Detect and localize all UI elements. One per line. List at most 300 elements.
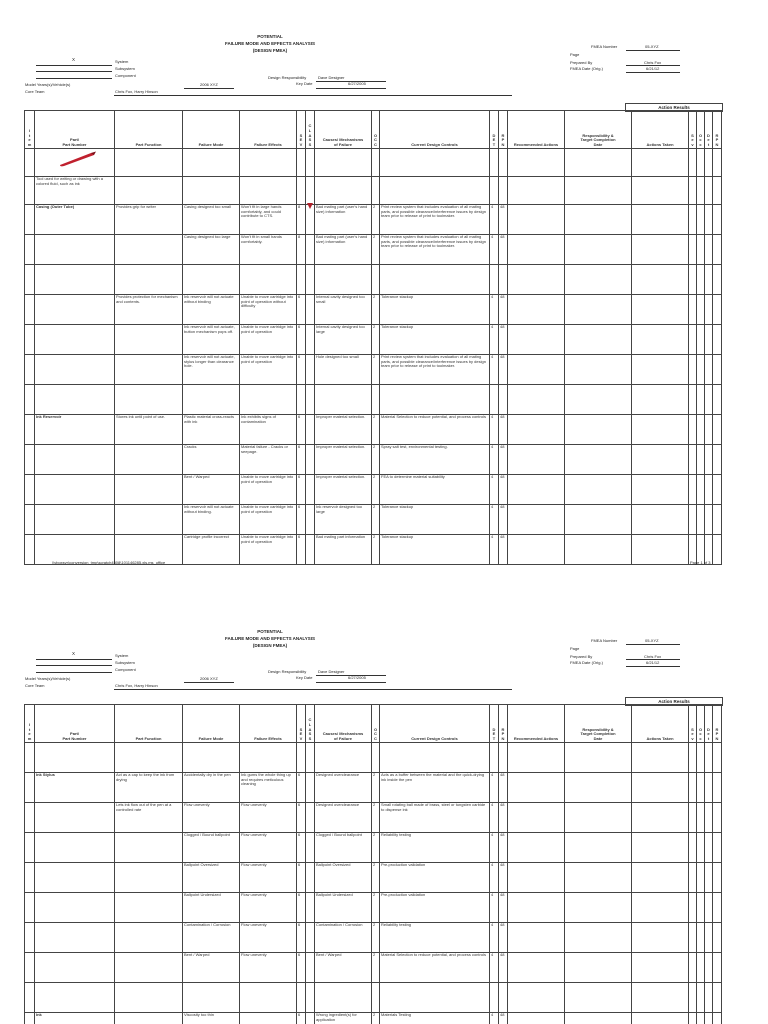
severity-cell <box>297 265 306 295</box>
controls-cell: Pre-production validation <box>380 893 490 923</box>
table-row <box>25 803 722 833</box>
actions-taken-cell <box>632 149 689 177</box>
result-sev-cell <box>689 149 697 177</box>
controls-cell: Reliability testing <box>380 833 490 863</box>
core-team-value-2: Chris Fox, Harry Hinson <box>115 683 158 688</box>
responsibility-cell <box>565 475 632 505</box>
recommended-cell <box>508 983 565 1013</box>
table-header-row <box>25 111 722 149</box>
responsibility-cell <box>565 325 632 355</box>
severity-cell: 6 <box>297 803 306 833</box>
col-occ: O C C <box>372 111 380 149</box>
table-row <box>25 235 722 265</box>
col-sev-2: S E V <box>297 705 306 743</box>
table-row <box>25 325 722 355</box>
x-mark-2: X <box>72 651 76 656</box>
controls-cell: Materials Testing <box>380 1013 490 1024</box>
item-cell <box>25 773 35 803</box>
table-row <box>25 265 722 295</box>
function-cell <box>115 177 183 205</box>
table-row <box>25 773 722 803</box>
failure-mode-cell: Contamination / Corrosion <box>183 923 240 953</box>
cause-cell: Bad mating part (user's hand size) information <box>315 235 372 265</box>
failure-mode-cell <box>183 983 240 1013</box>
cause-cell <box>315 265 372 295</box>
failure-mode-cell <box>183 177 240 205</box>
col-effects-2: Failure Effects <box>240 705 297 743</box>
detection-cell: 4 <box>490 773 499 803</box>
rpn-cell: 48 <box>499 295 508 325</box>
rpn-cell <box>499 743 508 773</box>
item-cell <box>25 803 35 833</box>
part-cell <box>35 325 115 355</box>
occurrence-cell: 2 <box>372 1013 380 1024</box>
col-part: Part/ Part Number <box>35 111 115 149</box>
rpn-cell <box>499 385 508 415</box>
col-rpn-2: R P N <box>499 705 508 743</box>
component-label: Component <box>115 73 136 78</box>
actions-taken-cell <box>632 415 689 445</box>
fmea-date-value: 6/21/12 <box>646 66 660 71</box>
item-cell <box>25 505 35 535</box>
result-sev-cell <box>689 415 697 445</box>
responsibility-cell <box>565 415 632 445</box>
model-years-value: 2006 XYZ <box>200 82 218 87</box>
failure-effects-cell: Flow unevenly <box>240 923 297 953</box>
col-item: I t e m <box>25 111 35 149</box>
severity-cell: 6 <box>297 325 306 355</box>
occurrence-cell: 2 <box>372 415 380 445</box>
severity-cell: 6 <box>297 923 306 953</box>
occurrence-cell <box>372 265 380 295</box>
failure-mode-cell: Ink reservoir will not actuate without binding <box>183 295 240 325</box>
item-cell <box>25 205 35 235</box>
detection-cell <box>490 177 499 205</box>
result-occ-cell <box>697 295 705 325</box>
cause-cell: Designed overclearance <box>315 773 372 803</box>
key-date-label-2: Key Date <box>296 675 313 680</box>
occurrence-cell: 2 <box>372 833 380 863</box>
controls-cell: Tolerance stackup <box>380 535 490 565</box>
result-rpn-cell <box>713 535 722 565</box>
failure-effects-cell: Ink gums the whole thing up and requires meticulous cleaning <box>240 773 297 803</box>
result-occ-cell <box>697 149 705 177</box>
recommended-cell <box>508 833 565 863</box>
rpn-cell: 48 <box>499 445 508 475</box>
part-cell <box>35 923 115 953</box>
recommended-cell <box>508 743 565 773</box>
result-occ-cell <box>697 355 705 385</box>
failure-effects-cell: Unable to move cartridge into point of operation <box>240 325 297 355</box>
failure-mode-cell: Viscosity too thin <box>183 1013 240 1024</box>
result-rpn-cell <box>713 445 722 475</box>
subsystem-label: Subsystem <box>115 66 135 71</box>
recommended-cell <box>508 445 565 475</box>
failure-effects-cell: Won't fit in small hands comfortably. <box>240 235 297 265</box>
rpn-cell <box>499 177 508 205</box>
occurrence-cell: 2 <box>372 773 380 803</box>
result-rpn-cell <box>713 205 722 235</box>
core-team-label-2: Core Team <box>25 683 45 688</box>
result-det-cell <box>705 235 713 265</box>
controls-cell: Acts as a buffer between the material and the quick-drying ink inside the pen <box>380 773 490 803</box>
part-cell <box>35 505 115 535</box>
failure-effects-cell: Material failure - Cracks or seepage. <box>240 445 297 475</box>
class-cell <box>306 205 315 235</box>
col-function-2: Part Function <box>115 705 183 743</box>
prepared-by-label-2: Prepared By <box>570 654 593 659</box>
table-row <box>25 475 722 505</box>
rpn-cell: 48 <box>499 1013 508 1024</box>
result-occ-cell <box>697 953 705 983</box>
controls-cell: Print review system that includes evaluation of all mating parts, and possible clearance/interference issues by design team prior to release of print to toolmaker. <box>380 205 490 235</box>
failure-mode-cell: Bent / Warped <box>183 953 240 983</box>
failure-mode-cell: Flow unevenly <box>183 803 240 833</box>
design-responsibility-label: Design Responsibility <box>268 75 307 80</box>
controls-cell: Spray salt test, environmental testing. <box>380 445 490 475</box>
rpn-cell <box>499 265 508 295</box>
severity-cell: 6 <box>297 1013 306 1024</box>
recommended-cell <box>508 1013 565 1024</box>
rpn-cell: 48 <box>499 415 508 445</box>
actions-taken-cell <box>632 923 689 953</box>
class-cell <box>306 295 315 325</box>
function-cell <box>115 833 183 863</box>
table-row <box>25 893 722 923</box>
part-cell <box>35 295 115 325</box>
function-cell <box>115 505 183 535</box>
cause-cell: Improper material selection. <box>315 415 372 445</box>
table-row <box>25 983 722 1013</box>
col-mode: Failure Mode <box>183 111 240 149</box>
responsibility-cell <box>565 803 632 833</box>
item-cell <box>25 743 35 773</box>
detection-cell: 4 <box>490 833 499 863</box>
part-cell: Tool used for writing or drawing with a colored fluid, such as ink <box>35 177 115 205</box>
col-result-occ: O c c <box>697 111 705 149</box>
prepared-by-value-2: Chris Fox <box>644 654 662 659</box>
result-det-cell <box>705 743 713 773</box>
blank-underline-3 <box>36 665 112 666</box>
controls-cell: FEA to determine material suitability <box>380 475 490 505</box>
prepared-by-label: Prepared By <box>570 60 593 65</box>
result-det-cell <box>705 385 713 415</box>
result-occ-cell <box>697 833 705 863</box>
severity-cell: 6 <box>297 953 306 983</box>
result-occ-cell <box>697 205 705 235</box>
result-occ-cell <box>697 743 705 773</box>
responsibility-cell <box>565 743 632 773</box>
result-sev-cell <box>689 385 697 415</box>
result-det-cell <box>705 953 713 983</box>
failure-effects-cell <box>240 265 297 295</box>
table-row <box>25 445 722 475</box>
actions-taken-cell <box>632 1013 689 1024</box>
actions-taken-cell <box>632 743 689 773</box>
result-sev-cell <box>689 265 697 295</box>
recommended-cell <box>508 177 565 205</box>
result-sev-cell <box>689 923 697 953</box>
result-occ-cell <box>697 505 705 535</box>
cause-cell: Ballpoint Oversized <box>315 863 372 893</box>
result-sev-cell <box>689 833 697 863</box>
function-cell <box>115 265 183 295</box>
result-sev-cell <box>689 177 697 205</box>
failure-mode-cell <box>183 743 240 773</box>
item-cell <box>25 833 35 863</box>
severity-cell: 6 <box>297 445 306 475</box>
col-causes-2: Causes/ Mechanisms of Failure <box>315 705 372 743</box>
core-team-underline-2 <box>114 689 512 690</box>
severity-cell: 6 <box>297 355 306 385</box>
class-cell <box>306 833 315 863</box>
result-det-cell <box>705 205 713 235</box>
table-row <box>25 295 722 325</box>
responsibility-cell <box>565 355 632 385</box>
occurrence-cell: 2 <box>372 803 380 833</box>
result-occ-cell <box>697 445 705 475</box>
cause-cell: Improper material selection. <box>315 445 372 475</box>
model-years-underline <box>184 88 234 89</box>
part-cell <box>35 265 115 295</box>
controls-cell: Tolerance stackup <box>380 325 490 355</box>
part-cell <box>35 953 115 983</box>
occurrence-cell <box>372 149 380 177</box>
blank-underline-1 <box>36 71 112 72</box>
severity-cell <box>297 983 306 1013</box>
occurrence-cell: 2 <box>372 923 380 953</box>
actions-taken-cell <box>632 803 689 833</box>
item-cell <box>25 177 35 205</box>
controls-cell <box>380 983 490 1013</box>
result-sev-cell <box>689 205 697 235</box>
function-cell <box>115 953 183 983</box>
actions-taken-cell <box>632 445 689 475</box>
class-cell <box>306 743 315 773</box>
failure-effects-cell <box>240 983 297 1013</box>
result-occ-cell <box>697 415 705 445</box>
responsibility-cell <box>565 535 632 565</box>
severity-cell <box>297 177 306 205</box>
failure-mode-cell: Casing designed too large <box>183 235 240 265</box>
result-sev-cell <box>689 803 697 833</box>
severity-cell: 6 <box>297 295 306 325</box>
recommended-cell <box>508 355 565 385</box>
severity-cell: 6 <box>297 773 306 803</box>
class-cell <box>306 265 315 295</box>
result-rpn-cell <box>713 325 722 355</box>
result-rpn-cell <box>713 803 722 833</box>
result-rpn-cell <box>713 743 722 773</box>
detection-cell: 4 <box>490 953 499 983</box>
table-row <box>25 415 722 445</box>
blank-underline-2 <box>36 78 112 79</box>
fmea-number-label-2: FMEA Number <box>591 638 618 643</box>
result-rpn-cell <box>713 863 722 893</box>
item-cell <box>25 295 35 325</box>
function-cell <box>115 923 183 953</box>
rpn-cell: 48 <box>499 325 508 355</box>
result-rpn-cell <box>713 355 722 385</box>
result-sev-cell <box>689 743 697 773</box>
footer-file-path: \\vboxsvr\conversion_tmp\scratch4508\101146285.xls.ms_office <box>52 560 166 565</box>
occurrence-cell <box>372 385 380 415</box>
design-responsibility-value: Dave Designer <box>318 75 345 80</box>
controls-cell <box>380 177 490 205</box>
action-results-header-2: Action Results <box>625 697 723 706</box>
cause-cell: Clogged / Bound ballpoint <box>315 833 372 863</box>
actions-taken-cell <box>632 235 689 265</box>
recommended-cell <box>508 863 565 893</box>
table-row <box>25 177 722 205</box>
model-years-value-2: 2006 XYZ <box>200 676 218 681</box>
failure-mode-cell: Plastic material cross-reacts with ink <box>183 415 240 445</box>
class-cell <box>306 893 315 923</box>
occurrence-cell: 2 <box>372 893 380 923</box>
rpn-cell: 48 <box>499 803 508 833</box>
part-cell <box>35 475 115 505</box>
actions-taken-cell <box>632 355 689 385</box>
fmea-number-value: 05-XYZ <box>645 44 659 49</box>
fmea-date-value-2: 6/21/12 <box>646 660 660 665</box>
class-cell <box>306 923 315 953</box>
result-sev-cell <box>689 295 697 325</box>
title-potential: POTENTIAL <box>257 34 283 39</box>
function-cell <box>115 235 183 265</box>
actions-taken-cell <box>632 983 689 1013</box>
fmea-sheet-page-2 <box>0 600 768 1024</box>
detection-cell: 4 <box>490 803 499 833</box>
result-sev-cell <box>689 1013 697 1024</box>
class-cell <box>306 385 315 415</box>
actions-taken-cell <box>632 535 689 565</box>
recommended-cell <box>508 535 565 565</box>
occurrence-cell: 2 <box>372 863 380 893</box>
result-det-cell <box>705 773 713 803</box>
col-item-2: I t e m <box>25 705 35 743</box>
part-cell <box>35 833 115 863</box>
rpn-cell: 48 <box>499 535 508 565</box>
failure-effects-cell: Flow unevenly <box>240 833 297 863</box>
table-row <box>25 149 722 177</box>
item-cell <box>25 923 35 953</box>
title-design-fmea: (DESIGN FMEA) <box>252 48 288 53</box>
controls-cell: Material Selection to reduce potential, and process controls <box>380 953 490 983</box>
class-cell <box>306 177 315 205</box>
failure-effects-cell: Won't fit in large hands comfortably, and could contribute to CTS. <box>240 205 297 235</box>
recommended-cell <box>508 149 565 177</box>
actions-taken-cell <box>632 475 689 505</box>
controls-cell <box>380 385 490 415</box>
rpn-cell: 48 <box>499 833 508 863</box>
controls-cell: Print review system that includes evaluation of all mating parts, and possible clearance/interference issues by design team prior to release of print to toolmaker. <box>380 355 490 385</box>
recommended-cell <box>508 295 565 325</box>
controls-cell: Tolerance stackup <box>380 505 490 535</box>
cause-cell <box>315 177 372 205</box>
detection-cell: 4 <box>490 445 499 475</box>
controls-cell <box>380 149 490 177</box>
failure-mode-cell: Ink reservoir will not actuate, stylus longer than clearance hole. <box>183 355 240 385</box>
occurrence-cell: 2 <box>372 445 380 475</box>
fmea-number-value-2: 05-XYZ <box>645 638 659 643</box>
failure-effects-cell <box>240 177 297 205</box>
recommended-cell <box>508 475 565 505</box>
part-cell <box>35 743 115 773</box>
col-result-det-2: D e t <box>705 705 713 743</box>
rpn-cell: 48 <box>499 773 508 803</box>
page-label: Page <box>570 52 580 57</box>
occurrence-cell: 2 <box>372 295 380 325</box>
severity-cell: 6 <box>297 833 306 863</box>
part-cell <box>35 803 115 833</box>
function-cell <box>115 475 183 505</box>
rpn-cell: 48 <box>499 863 508 893</box>
part-cell <box>35 893 115 923</box>
result-rpn-cell <box>713 1013 722 1024</box>
detection-cell <box>490 265 499 295</box>
cause-cell: Ink reservoir designed too large <box>315 505 372 535</box>
part-cell: Casing (Outer Tube) <box>35 205 115 235</box>
failure-effects-cell: Flow unevenly <box>240 953 297 983</box>
result-sev-cell <box>689 983 697 1013</box>
result-rpn-cell <box>713 265 722 295</box>
detection-cell: 4 <box>490 1013 499 1024</box>
failure-effects-cell <box>240 149 297 177</box>
result-occ-cell <box>697 325 705 355</box>
col-causes: Causes/ Mechanisms of Failure <box>315 111 372 149</box>
detection-cell: 4 <box>490 325 499 355</box>
result-rpn-cell <box>713 475 722 505</box>
warning-marker-icon <box>307 203 313 209</box>
result-det-cell <box>705 415 713 445</box>
result-det-cell <box>705 893 713 923</box>
table-row <box>25 953 722 983</box>
result-occ-cell <box>697 983 705 1013</box>
result-rpn-cell <box>713 385 722 415</box>
class-cell <box>306 863 315 893</box>
function-cell <box>115 385 183 415</box>
col-result-rpn-2: R P N <box>713 705 722 743</box>
cause-cell: Designed overclearance <box>315 803 372 833</box>
cause-cell: Bad mating part (user's hand size) information <box>315 205 372 235</box>
cause-cell: Internal cavity designed too small <box>315 295 372 325</box>
fmea-table-2 <box>24 704 722 1024</box>
recommended-cell <box>508 773 565 803</box>
part-cell <box>35 445 115 475</box>
result-det-cell <box>705 983 713 1013</box>
item-cell <box>25 863 35 893</box>
col-taken: Actions Taken <box>632 111 689 149</box>
fmea-number-underline <box>626 50 680 51</box>
class-cell <box>306 415 315 445</box>
result-det-cell <box>705 475 713 505</box>
title-potential-2: POTENTIAL <box>257 629 283 634</box>
failure-effects-cell: Unable to move cartridge into point of operation <box>240 355 297 385</box>
result-sev-cell <box>689 893 697 923</box>
detection-cell <box>490 385 499 415</box>
actions-taken-cell <box>632 205 689 235</box>
cause-cell <box>315 149 372 177</box>
recommended-cell <box>508 385 565 415</box>
rpn-cell: 48 <box>499 205 508 235</box>
key-date-label: Key Date <box>296 81 313 86</box>
class-cell <box>306 325 315 355</box>
failure-effects-cell: Unable to move cartridge into point of operation <box>240 505 297 535</box>
core-team-value: Chris Fox, Harry Hinson <box>115 89 158 94</box>
model-years-label-2: Model Years(s)/Vehicle(s) <box>25 676 71 681</box>
col-recommended: Recommended Actions <box>508 111 565 149</box>
responsibility-cell <box>565 505 632 535</box>
